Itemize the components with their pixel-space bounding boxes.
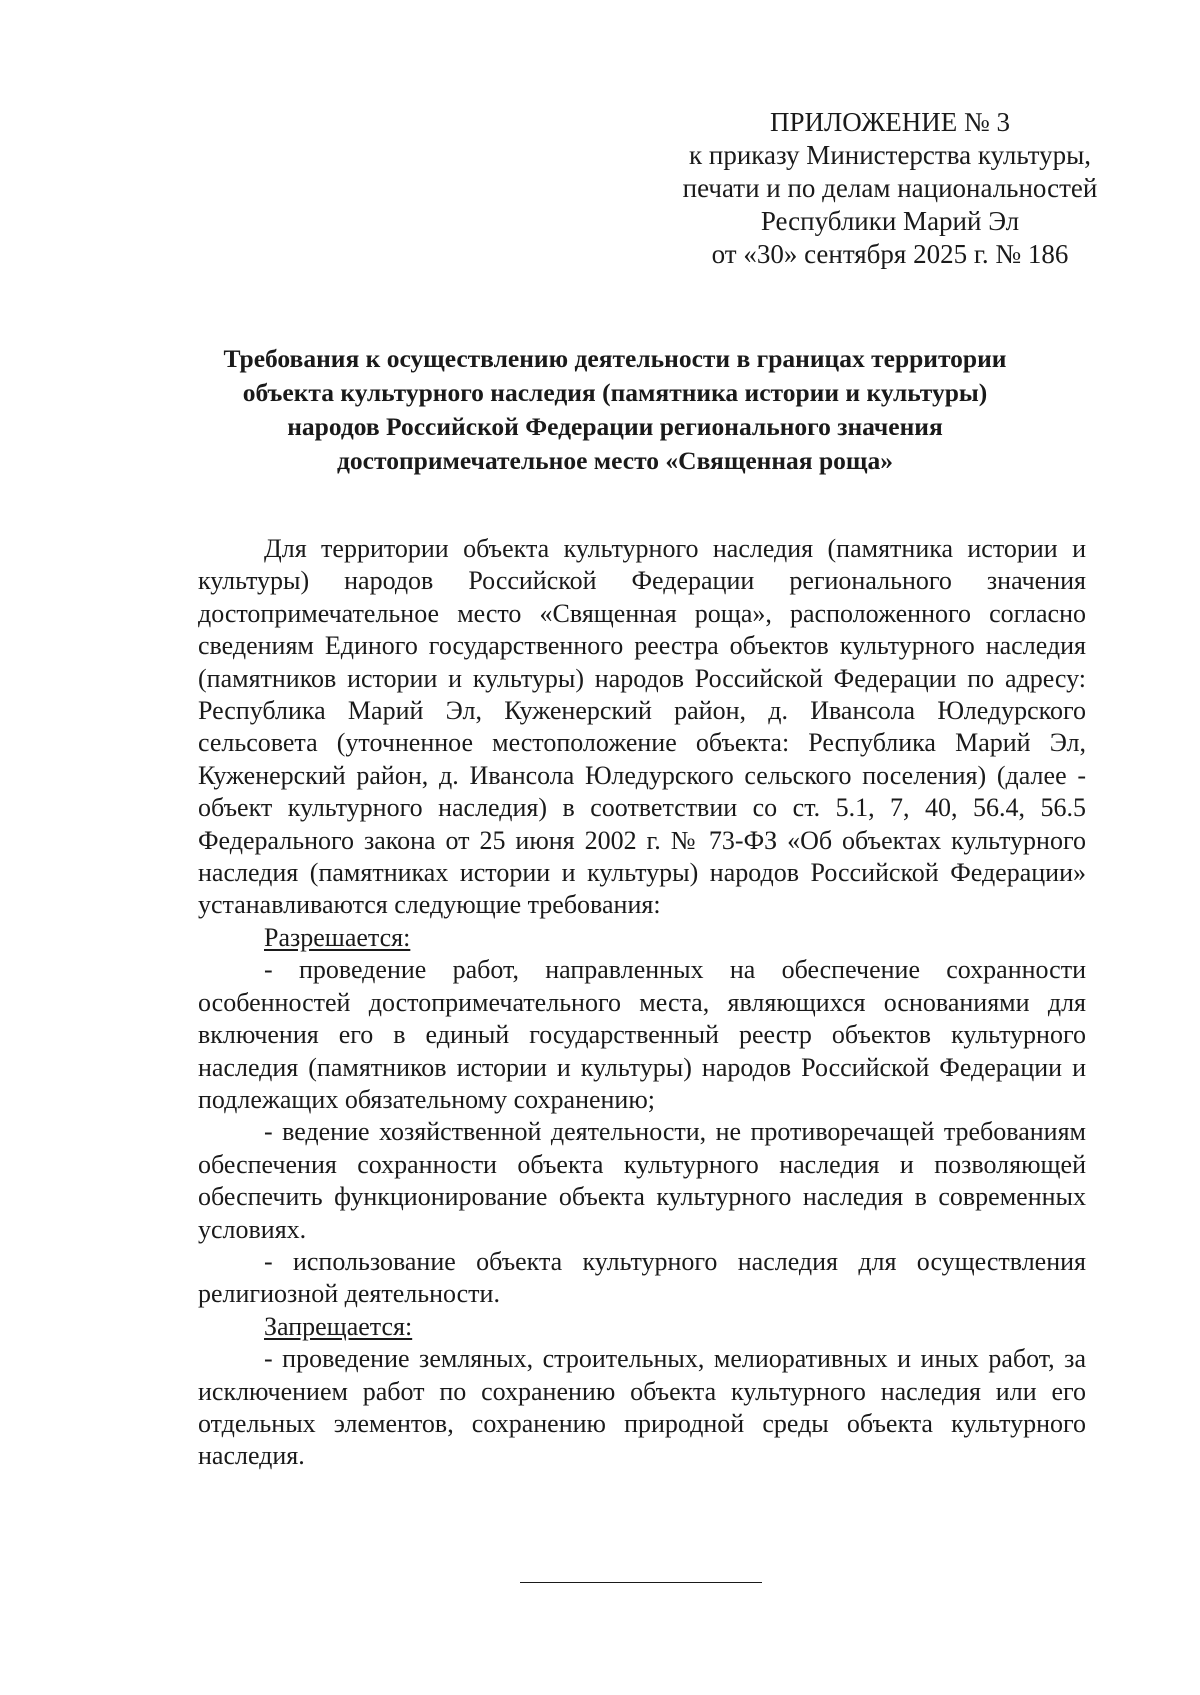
prohibited-item: - проведение земляных, строительных, мелиоративных и иных работ, за исключением работ по сохранению объекта культурного наследия или его отдельных элементов, сохранению природной среды объекта культурного наследия. bbox=[198, 1344, 1086, 1471]
title-line-3: народов Российской Федерации регионального значения bbox=[287, 412, 943, 441]
appendix-order-line-3: Республики Марий Эл bbox=[760, 206, 1020, 236]
allowed-item: - проведение работ, направленных на обеспечение сохранности особенностей достопримечательного места, являющихся основаниями для включения его в единый государственный реестр объектов культурного наследия (памятников истории и культуры) народов Российской Федерации и подлежащих обязательному сохранению; bbox=[198, 955, 1086, 1114]
title-line-1: Требования к осуществлению деятельности в границах территории bbox=[223, 344, 1007, 373]
appendix-order-date: от «30» сентября 2025 г. № 186 bbox=[711, 239, 1069, 269]
title-line-2: объекта культурного наследия (памятника истории и культуры) bbox=[242, 378, 988, 407]
appendix-header bbox=[660, 106, 1120, 271]
closing-divider bbox=[520, 1582, 762, 1583]
title-line-4: достопримечательное место «Священная роща» bbox=[337, 446, 893, 475]
allowed-item: - использование объекта культурного наследия для осуществления религиозной деятельности. bbox=[198, 1246, 1086, 1309]
document-title bbox=[150, 342, 1080, 478]
document-body bbox=[198, 533, 1086, 1473]
appendix-number: ПРИЛОЖЕНИЕ № 3 bbox=[769, 107, 1011, 137]
allowed-item: - ведение хозяйственной деятельности, не противоречащей требованиям обеспечения сохранности объекта культурного наследия и позволяющей обеспечить функционирование объекта культурного наследия в современных условиях. bbox=[198, 1117, 1086, 1244]
intro-paragraph: Для территории объекта культурного наследия (памятника истории и культуры) народов Российской Федерации регионального значения достопримечательное место «Священная роща», расположенного согласно сведениям Единого государственного реестра объектов культурного наследия (памятников истории и культуры) народов Российской Федерации по адресу: Республика Марий Эл, Куженерский район, д. Ивансола Юледурского сельсовета (уточненное местоположение объекта: Республика Марий Эл, Куженерский район, д. Ивансола Юледурского сельского поселения) (далее - объект культурного наследия) в соответствии со ст. 5.1, 7, 40, 56.4, 56.5 Федерального закона от 25 июня 2002 г. № 73-ФЗ «Об объектах культурного наследия (памятниках истории и культуры) народов Российской Федерации» устанавливаются следующие требования: bbox=[198, 534, 1086, 920]
appendix-order-line-1: к приказу Министерства культуры, bbox=[689, 140, 1091, 170]
appendix-order-line-2: печати и по делам национальностей bbox=[682, 173, 1098, 203]
prohibited-heading: Запрещается: bbox=[264, 1311, 413, 1341]
allowed-heading: Разрешается: bbox=[264, 922, 411, 952]
